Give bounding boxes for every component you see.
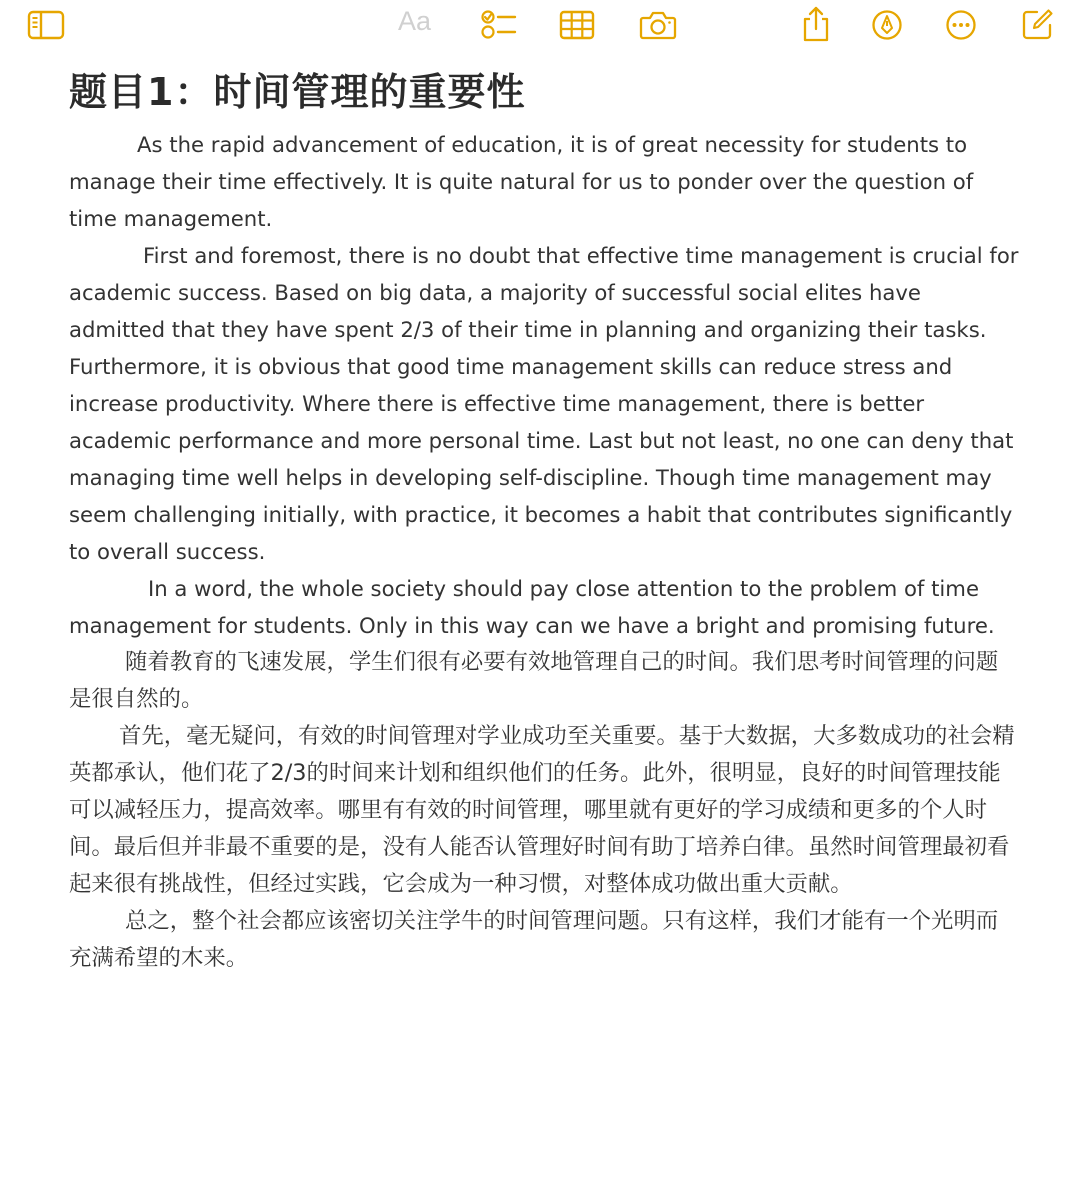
notes-toolbar <box>0 0 1080 56</box>
table-button[interactable] <box>558 8 596 42</box>
note-content[interactable] <box>69 66 1019 977</box>
compose-icon <box>1021 7 1055 41</box>
text-format-button[interactable]: Aa <box>398 6 432 36</box>
sidebar-toggle-icon <box>27 10 65 40</box>
table-icon <box>559 10 595 40</box>
markup-pen-icon <box>871 9 903 41</box>
more-options-button[interactable] <box>944 8 978 42</box>
checklist-button[interactable] <box>480 8 518 42</box>
chinese-translation <box>69 644 1019 977</box>
english-paragraph-body: First and foremost, there is no doubt that effective time management is crucial for academic success. Based on big data, a majority of successful social elites have admitted that they have spent 2/3 of their time in planning and organizing their tasks. Furthermore, it is obvious that good time management skills can reduce stress and increase productivity. Where there is effective time management, there is better academic performance and more personal time. Last but not least, no one can deny that managing time well helps in developing self-discipline. Though time management may seem challenging initially, with practice, it becomes a habit that contributes significantly to overall success. <box>69 243 1019 564</box>
share-icon <box>801 5 831 43</box>
camera-icon <box>639 10 677 40</box>
camera-button[interactable] <box>638 8 678 42</box>
share-button[interactable] <box>800 4 832 44</box>
note-title: 题目1：时间管理的重要性 <box>69 70 526 114</box>
markup-button[interactable] <box>870 8 904 42</box>
english-essay <box>69 126 1019 644</box>
chinese-paragraph-intro: 随着教育的飞速发展，学生们很有必要有效地管理自己的时间。我们思考时间管理的问题是很自然的。 <box>69 649 999 712</box>
compose-button[interactable] <box>1020 6 1056 42</box>
chinese-paragraph-conclusion: 总之，整个社会都应该密切关注学牛的时间管理问题。只有这样，我们才能有一个光明而充满希望的木来。 <box>69 908 999 971</box>
more-options-icon <box>945 9 977 41</box>
english-paragraph-intro: As the rapid advancement of education, it is of great necessity for students to manage their time effectively. It is quite natural for us to ponder over the question of time management. <box>69 132 974 231</box>
checklist-icon <box>481 9 517 41</box>
chinese-paragraph-body: 首先，毫无疑问，有效的时间管理对学业成功至关重要。基于大数据，大多数成功的社会精英都承认，他们花了2/3的时间来计划和组织他们的任务。此外，很明显，良好的时间管理技能可以减轻压力，提高效率。哪里有有效的时间管理，哪里就有更好的学习成绩和更多的个人时间。最后但并非最不重要的是，没有人能否认管理好时间有助丁培养白律。虽然时间管理最初看起来很有挑战性，但经过实践，它会成为一种习惯，对整体成功做出重大贡献。 <box>69 723 1015 897</box>
english-paragraph-conclusion: In a word, the whole society should pay close attention to the problem of time management for students. Only in this way can we have a bright and promising future. <box>69 576 995 638</box>
sidebar-toggle-button[interactable] <box>26 8 66 42</box>
